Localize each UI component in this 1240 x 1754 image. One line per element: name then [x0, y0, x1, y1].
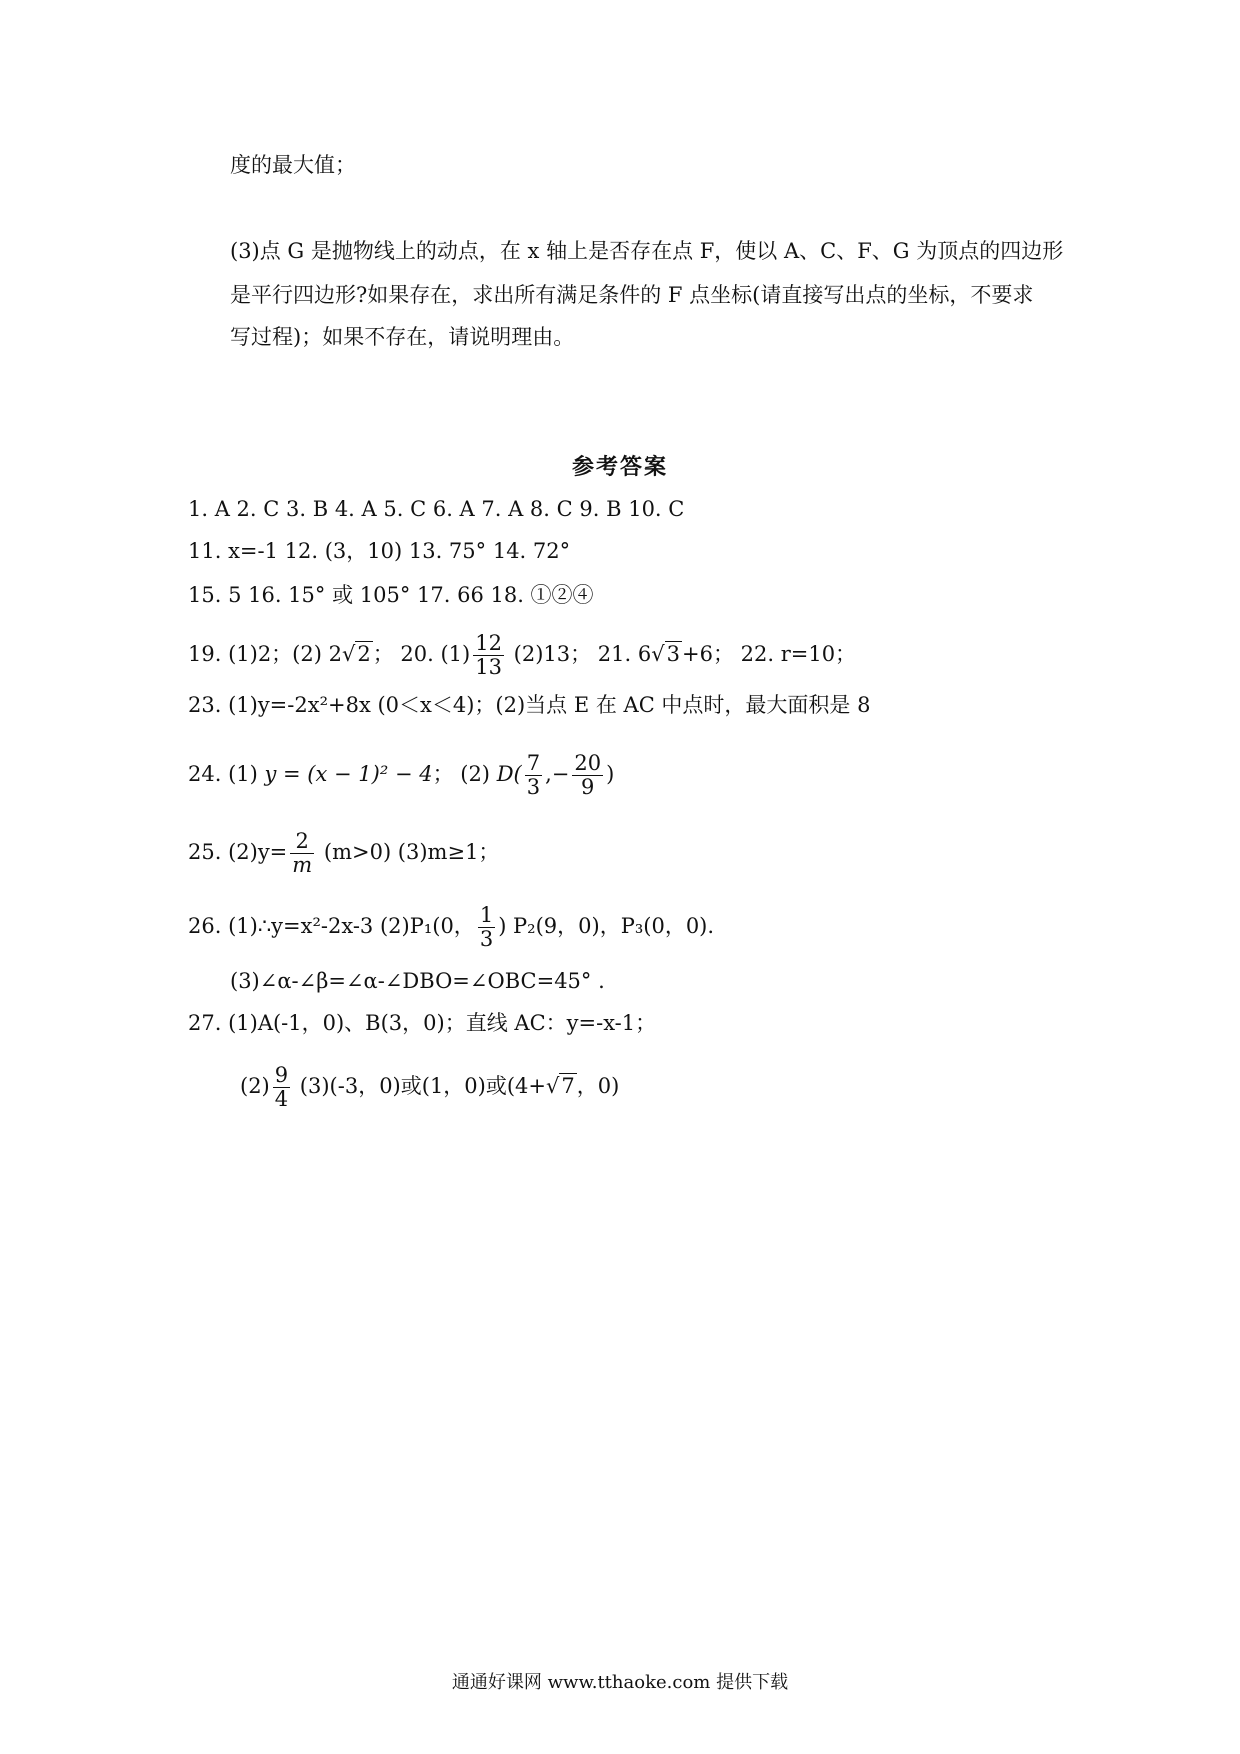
sqrt-symbol: √2: [341, 642, 371, 667]
answer-27-part-3: (3)(-3，0)或(1，0)或(4+: [293, 1074, 547, 1099]
answer-row-8: [188, 904, 714, 951]
fraction: [290, 830, 314, 877]
answer-row-7: [188, 830, 499, 877]
answer-25-text: 25. (2)y=: [188, 840, 288, 865]
fraction: [478, 904, 495, 951]
answers-title: 参考答案: [571, 454, 668, 480]
closing-paren: ): [606, 762, 615, 787]
fraction: [525, 752, 542, 799]
fraction: [473, 632, 504, 679]
question-text-line-4: 写过程)；如果不存在，请说明理由。: [230, 325, 575, 349]
fraction: [572, 752, 603, 799]
answer-27-part-3-end: ，0): [576, 1074, 620, 1099]
answer-row-3: 15. 5 16. 15° 或 105° 17. 66 18. ①②④: [188, 583, 594, 607]
fraction-denominator: 9: [581, 775, 595, 800]
fraction: [273, 1064, 290, 1111]
fraction-denominator: m: [292, 853, 313, 878]
page-footer: 通通好课网 www.tthaoke.com 提供下载: [451, 1672, 789, 1693]
sqrt-symbol: √7: [546, 1074, 575, 1099]
question-text-line-1: 度的最大值；: [230, 153, 356, 177]
answer-27-part-2: (2): [240, 1074, 270, 1099]
fraction-denominator: 13: [475, 655, 502, 680]
fraction-numerator: 1: [479, 903, 494, 927]
fraction-denominator: 3: [526, 775, 541, 800]
fraction-numerator: 20: [574, 751, 602, 775]
answer-25-text-rest: (m>0) (3)m≥1；: [317, 840, 500, 865]
answer-row-1: 1. A 2. C 3. B 4. A 5. C 6. A 7. A 8. C 9. B 10. C: [188, 497, 685, 521]
radicand: 7: [561, 1074, 575, 1099]
answer-26-text-rest: ) P₂(9，0)，P₃(0，0).: [498, 914, 715, 939]
answer-21-text: (2)13； 21. 6: [506, 642, 652, 667]
answer-row-4: [188, 632, 856, 679]
point-label: D(: [496, 762, 522, 787]
radicand: 2: [357, 642, 371, 667]
radicand: 3: [666, 642, 680, 667]
answer-row-11: [240, 1064, 619, 1111]
answer-24-separator: ； (2): [432, 762, 497, 787]
answer-row-6: [188, 752, 614, 799]
question-text-line-3: 是平行四边形?如果存在，求出所有满足条件的 F 点坐标(请直接写出点的坐标，不要求: [230, 283, 1034, 307]
answer-26-text: 26. (1)∴y=x²-2x-3 (2)P₁(0，: [188, 914, 475, 939]
sqrt-symbol: √3: [651, 642, 680, 667]
fraction-numerator: 12: [475, 631, 502, 655]
answer-24-text: 24. (1): [188, 762, 265, 787]
formula: y = (x − 1)² − 4: [264, 762, 433, 787]
fraction-denominator: 3: [479, 927, 494, 952]
answer-20-text: ； 20. (1): [372, 642, 471, 667]
answer-row-5: 23. (1)y=-2x²+8x (0＜x＜4)；(2)当点 E 在 AC 中点时，最大面积是 8: [188, 693, 871, 717]
fraction-numerator: 7: [526, 751, 541, 775]
fraction-numerator: 2: [290, 830, 314, 854]
answer-22-text: +6； 22. r=10；: [682, 642, 857, 667]
question-text-line-2: (3)点 G 是抛物线上的动点，在 x 轴上是否存在点 F，使以 A、C、F、G 为顶点的四边形: [230, 239, 1064, 263]
fraction-numerator: 9: [274, 1063, 289, 1087]
answer-row-2: 11. x=-1 12. (3，10) 13. 75° 14. 72°: [188, 539, 571, 563]
answer-row-10: 27. (1)A(-1，0)、B(3，0)；直线 AC：y=-x-1；: [188, 1011, 657, 1035]
answer-row-9: (3)∠α-∠β=∠α-∠DBO=∠OBC=45° .: [230, 969, 605, 993]
answer-19-text: 19. (1)2；(2) 2: [188, 642, 342, 667]
fraction-denominator: 4: [274, 1087, 289, 1112]
coordinate-separator: ,−: [545, 762, 570, 787]
